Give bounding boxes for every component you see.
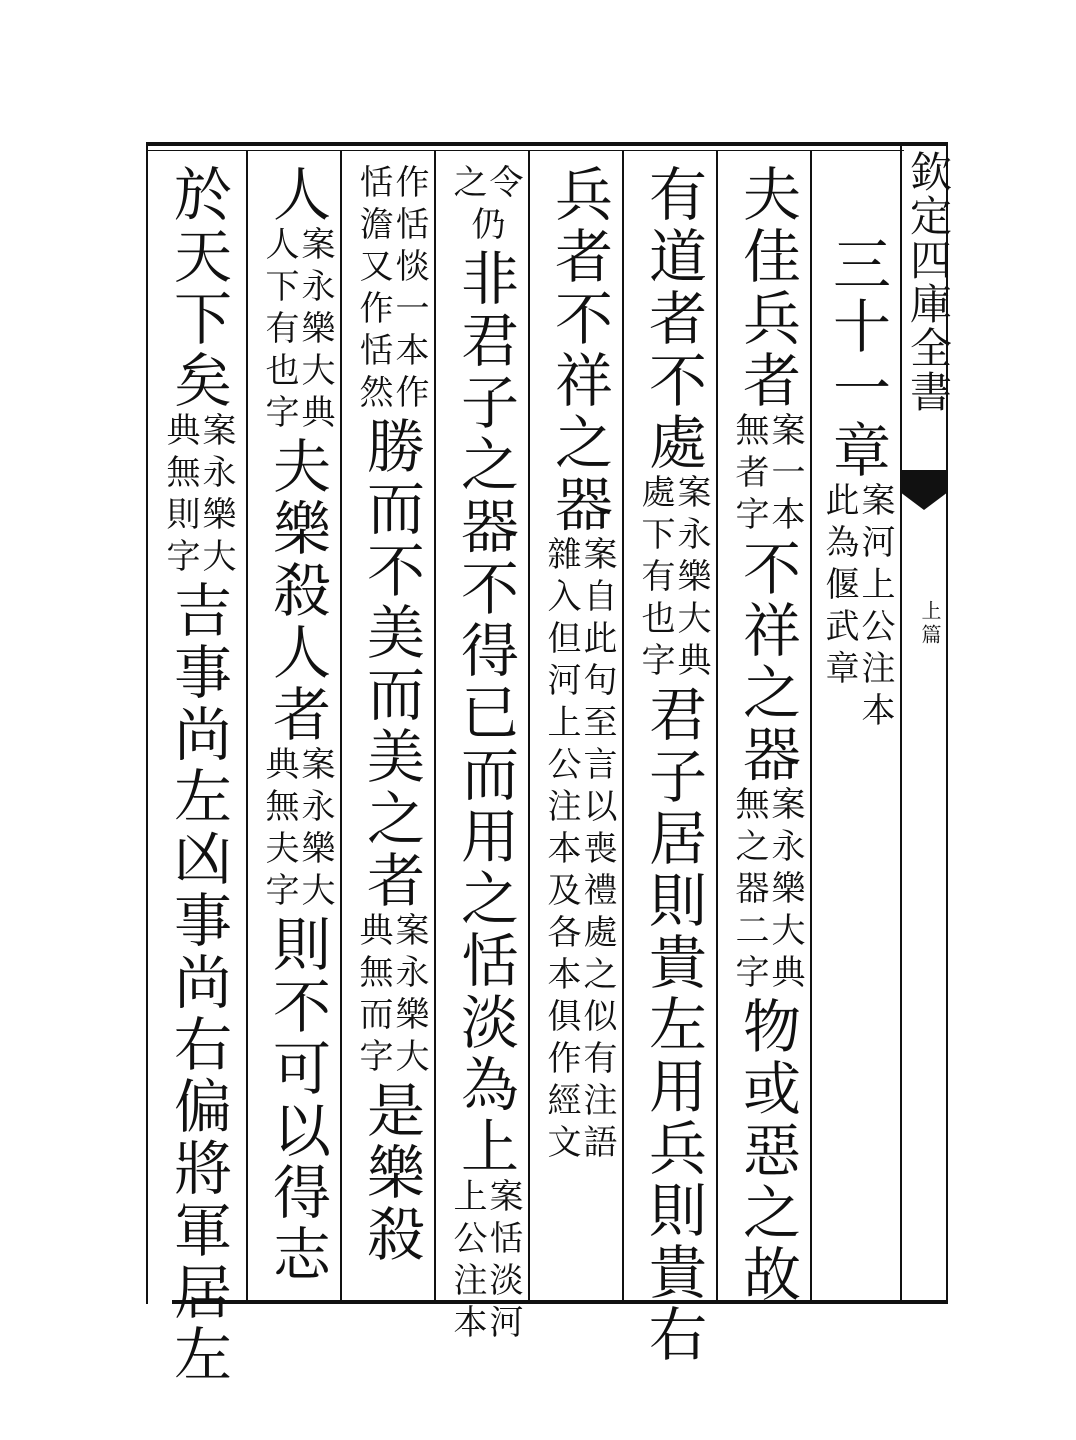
column-flow — [150, 150, 246, 1386]
main-text: 三十一章 — [823, 234, 891, 482]
note-left-line: 無之器二字 — [729, 786, 769, 996]
interlinear-note — [162, 412, 234, 580]
note-left-line: 典無而字 — [353, 912, 393, 1080]
note-left-line: 典無則字 — [160, 412, 200, 580]
column-flow — [720, 150, 814, 1306]
note-right-line: 案永樂大典 — [295, 226, 335, 436]
interlinear-note — [261, 226, 333, 436]
gutter-book-title: 欽定四庫全書 — [904, 150, 953, 414]
main-text: 物或惡之故 — [733, 996, 801, 1306]
interlinear-note — [731, 786, 803, 996]
note-left-line: 無者字 — [729, 412, 769, 538]
note-left-line: 上公注本 — [447, 1178, 487, 1346]
note-left-line: 之 — [447, 164, 487, 206]
fish-tail-mark-icon — [900, 470, 948, 518]
interlinear-note — [543, 536, 615, 1166]
note-right-line: 案恬淡河 — [483, 1178, 523, 1346]
text-column-6 — [344, 150, 438, 1300]
note-right-line: 案永樂大典 — [671, 474, 711, 684]
interlinear-note — [449, 164, 521, 206]
text-column-7 — [250, 150, 344, 1300]
interlinear-note — [355, 912, 427, 1080]
gutter-section: 上篇 — [918, 600, 942, 648]
column-divider — [246, 150, 248, 1300]
note-right-line: 案永樂大 — [389, 912, 429, 1080]
main-text: 有道者不處 — [639, 164, 707, 474]
column-flow — [438, 150, 532, 1346]
main-text: 於天下矣 — [164, 164, 232, 412]
note-left-line: 雜入但河上公注本及各本俱作經文 — [541, 536, 581, 1166]
column-flow — [532, 150, 626, 1166]
frame-bottom-rule — [172, 1300, 948, 1304]
text-column-3 — [626, 150, 720, 1366]
main-text: 非君子之器不得已而用之恬淡為上 — [451, 248, 519, 1178]
text-column-2 — [720, 150, 814, 1306]
note-right-line: 令 — [483, 164, 523, 206]
note-left-line: 恬澹又作恬然 — [353, 164, 393, 416]
column-flow — [344, 150, 438, 1266]
text-column-8 — [150, 150, 246, 1386]
main-text: 則不可以得志 — [263, 914, 331, 1286]
main-text: 勝而不美而美之者 — [357, 416, 425, 912]
text-column-4 — [532, 150, 626, 1300]
interlinear-note — [355, 164, 427, 416]
column-flow — [626, 150, 720, 1366]
main-text: 夫佳兵者 — [733, 164, 801, 412]
column-flow — [250, 150, 344, 1286]
note-left-line: 處下有也字 — [635, 474, 675, 684]
note-right-line: 案永樂大 — [295, 746, 335, 914]
note-right-line: 案永樂大典 — [765, 786, 805, 996]
note-right-line: 案河上公注本 — [855, 482, 895, 734]
note-right-line: 案永樂大 — [196, 412, 236, 580]
text-column-1 — [814, 150, 900, 1300]
main-text: 兵者不祥之器 — [545, 164, 613, 536]
main-text: 君子居則貴左用兵則貴右 — [639, 684, 707, 1366]
note-left-line: 人下有也字 — [259, 226, 299, 436]
note-left-line: 此為偃武章 — [819, 482, 859, 692]
frame-top-rule — [146, 142, 948, 146]
text-column-5 — [438, 150, 532, 1346]
note-right-line: 案一本 — [765, 412, 805, 538]
interlinear-note — [467, 206, 503, 248]
interlinear-note — [821, 482, 893, 734]
main-text: 是樂殺 — [357, 1080, 425, 1266]
note-left-line: 典無夫字 — [259, 746, 299, 914]
note-right-line: 案自此句至言以喪禮處之似有注語 — [577, 536, 617, 1166]
main-text: 吉事尚左凶事尚右偏將軍居左 — [164, 580, 232, 1386]
frame-left-rule — [146, 142, 148, 1304]
main-text: 不祥之器 — [733, 538, 801, 786]
interlinear-note — [731, 412, 803, 538]
main-text: 人 — [263, 164, 331, 226]
interlinear-note — [261, 746, 333, 914]
note-right-line: 作恬惔一本作 — [389, 164, 429, 416]
interlinear-note — [449, 1178, 521, 1346]
main-text: 夫樂殺人者 — [263, 436, 331, 746]
interlinear-note — [637, 474, 709, 684]
column-flow — [814, 150, 900, 734]
note-right-line: 仍 — [465, 206, 505, 248]
